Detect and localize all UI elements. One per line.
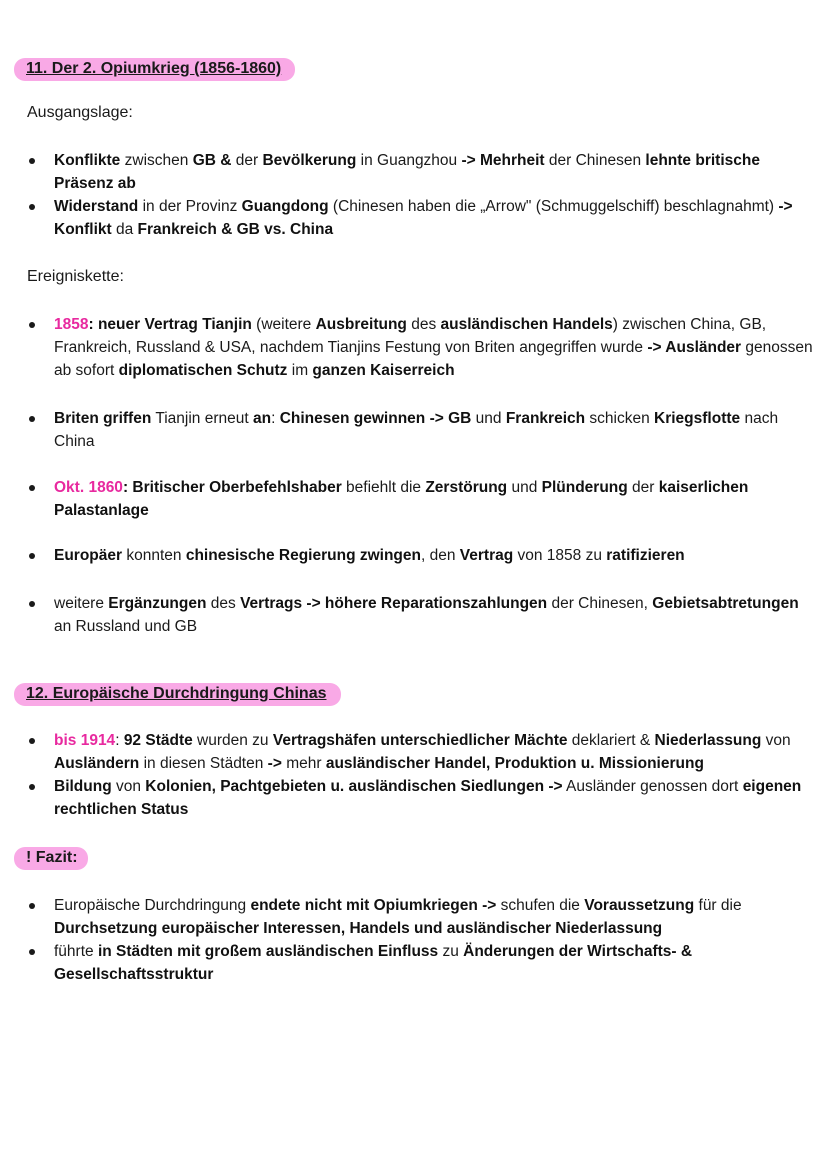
list-item: Europäische Durchdringung endete nicht mit Opiumkriegen -> schufen die Voraussetzung für die Durchsetzung europäischer Interessen, Handels und ausländischer Niederlassung xyxy=(27,894,817,940)
ereigniskette-list-1 xyxy=(27,313,817,382)
ausgangslage-label: Ausgangslage: xyxy=(27,104,133,121)
fazit-list xyxy=(27,894,817,986)
ereigniskette-label: Ereigniskette: xyxy=(27,268,124,285)
list-item: Okt. 1860: Britischer Oberbefehlshaber befiehlt die Zerstörung und Plünderung der kaiserlichen Palastanlage xyxy=(27,476,817,522)
ereigniskette-list-5 xyxy=(27,592,817,638)
list-item: Konflikte zwischen GB & der Bevölkerung in Guangzhou -> Mehrheit der Chinesen lehnte britische Präsenz ab xyxy=(27,149,817,195)
ausgangslage-list xyxy=(27,149,817,241)
list-item: Europäer konnten chinesische Regierung zwingen, den Vertrag von 1858 zu ratifizieren xyxy=(27,544,817,567)
ereigniskette-list-4 xyxy=(27,544,817,567)
list-item: 1858: neuer Vertrag Tianjin (weitere Ausbreitung des ausländischen Handels) zwischen China, GB, Frankreich, Russland & USA, nachdem Tianjins Festung von Briten angegriffen wurde -> Ausländer genossen ab sofort diplomatischen Schutz im ganzen Kaiserreich xyxy=(27,313,817,382)
section-12-list xyxy=(27,729,817,821)
ereigniskette-list-2 xyxy=(27,407,817,453)
section-12-heading-text: 12. Europäische Durchdringung Chinas xyxy=(26,685,327,702)
list-item: Bildung von Kolonien, Pachtgebieten u. ausländischen Siedlungen -> Ausländer genossen dort eigenen rechtlichen Status xyxy=(27,775,817,821)
section-11-heading xyxy=(14,58,295,81)
list-item: führte in Städten mit großem ausländischen Einfluss zu Änderungen der Wirtschafts- & Gesellschaftsstruktur xyxy=(27,940,817,986)
fazit-heading: ! Fazit: xyxy=(14,847,88,870)
ereigniskette-list-3 xyxy=(27,476,817,522)
list-item: Widerstand in der Provinz Guangdong (Chinesen haben die „Arrow" (Schmuggelschiff) beschlagnahmt) -> Konflikt da Frankreich & GB vs. China xyxy=(27,195,817,241)
list-item: weitere Ergänzungen des Vertrags -> höhere Reparationszahlungen der Chinesen, Gebietsabtretungen an Russland und GB xyxy=(27,592,817,638)
section-11-heading-text: 11. Der 2. Opiumkrieg (1856-1860) xyxy=(26,60,282,77)
list-item: bis 1914: 92 Städte wurden zu Vertragshäfen unterschiedlicher Mächte deklariert & Niederlassung von Ausländern in diesen Städten -> mehr ausländischer Handel, Produktion u. Missionierung xyxy=(27,729,817,775)
list-item: Briten griffen Tianjin erneut an: Chinesen gewinnen -> GB und Frankreich schicken Kriegsflotte nach China xyxy=(27,407,817,453)
section-12-heading xyxy=(14,683,341,706)
